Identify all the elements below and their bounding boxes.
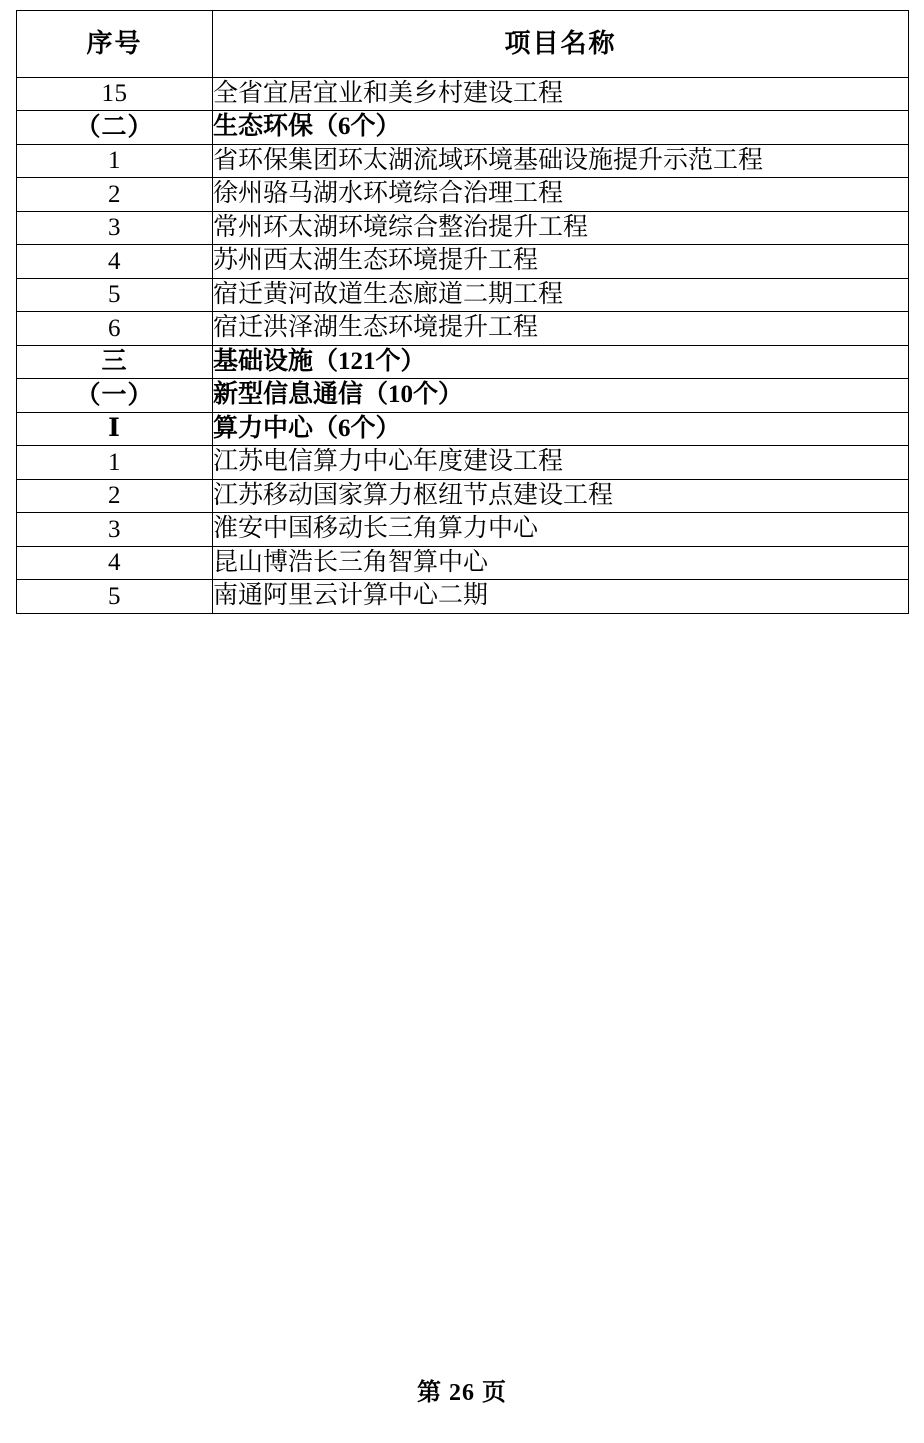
project-table: [16, 10, 909, 614]
row-no: （一）: [17, 379, 213, 413]
row-no: （二）: [17, 111, 213, 145]
table-row: [17, 245, 909, 279]
row-no: 2: [17, 479, 213, 513]
table-row: [17, 546, 909, 580]
row-no: 5: [17, 580, 213, 614]
table-row: [17, 278, 909, 312]
row-no: 4: [17, 245, 213, 279]
row-name: 徐州骆马湖水环境综合治理工程: [213, 178, 909, 212]
row-no: 15: [17, 77, 213, 111]
row-no: 三: [17, 345, 213, 379]
row-no: 2: [17, 178, 213, 212]
row-no: Ⅰ: [17, 412, 213, 446]
row-name: 全省宜居宜业和美乡村建设工程: [213, 77, 909, 111]
table-row: [17, 513, 909, 547]
table-header-row: [17, 11, 909, 78]
table-row: [17, 479, 909, 513]
table-row-subsection: [17, 111, 909, 145]
page-footer: 第 26 页: [417, 1380, 507, 1406]
column-header-no: 序号: [17, 11, 213, 78]
table-row: [17, 211, 909, 245]
table-row: [17, 580, 909, 614]
row-name: 江苏移动国家算力枢纽节点建设工程: [213, 479, 909, 513]
row-name: 宿迁黄河故道生态廊道二期工程: [213, 278, 909, 312]
row-name: 淮安中国移动长三角算力中心: [213, 513, 909, 547]
row-name: 省环保集团环太湖流域环境基础设施提升示范工程: [213, 144, 909, 178]
row-no: 1: [17, 446, 213, 480]
table-row: [17, 77, 909, 111]
row-no: 4: [17, 546, 213, 580]
row-no: 6: [17, 312, 213, 346]
table-body: [17, 11, 909, 614]
table-row: [17, 446, 909, 480]
row-no: 3: [17, 513, 213, 547]
table-row-group: [17, 412, 909, 446]
row-name: 南通阿里云计算中心二期: [213, 580, 909, 614]
row-no: 1: [17, 144, 213, 178]
row-no: 3: [17, 211, 213, 245]
row-name: 基础设施（121个）: [213, 345, 909, 379]
row-name: 常州环太湖环境综合整治提升工程: [213, 211, 909, 245]
table-row-subsection: [17, 379, 909, 413]
table-row: [17, 144, 909, 178]
row-name: 生态环保（6个）: [213, 111, 909, 145]
column-header-name: 项目名称: [213, 11, 909, 78]
table-row: [17, 178, 909, 212]
row-name: 江苏电信算力中心年度建设工程: [213, 446, 909, 480]
row-name: 宿迁洪泽湖生态环境提升工程: [213, 312, 909, 346]
row-name: 苏州西太湖生态环境提升工程: [213, 245, 909, 279]
row-name: 昆山博浩长三角智算中心: [213, 546, 909, 580]
row-name: 算力中心（6个）: [213, 412, 909, 446]
row-no: 5: [17, 278, 213, 312]
row-name: 新型信息通信（10个）: [213, 379, 909, 413]
table-row: [17, 312, 909, 346]
table-row-section: [17, 345, 909, 379]
